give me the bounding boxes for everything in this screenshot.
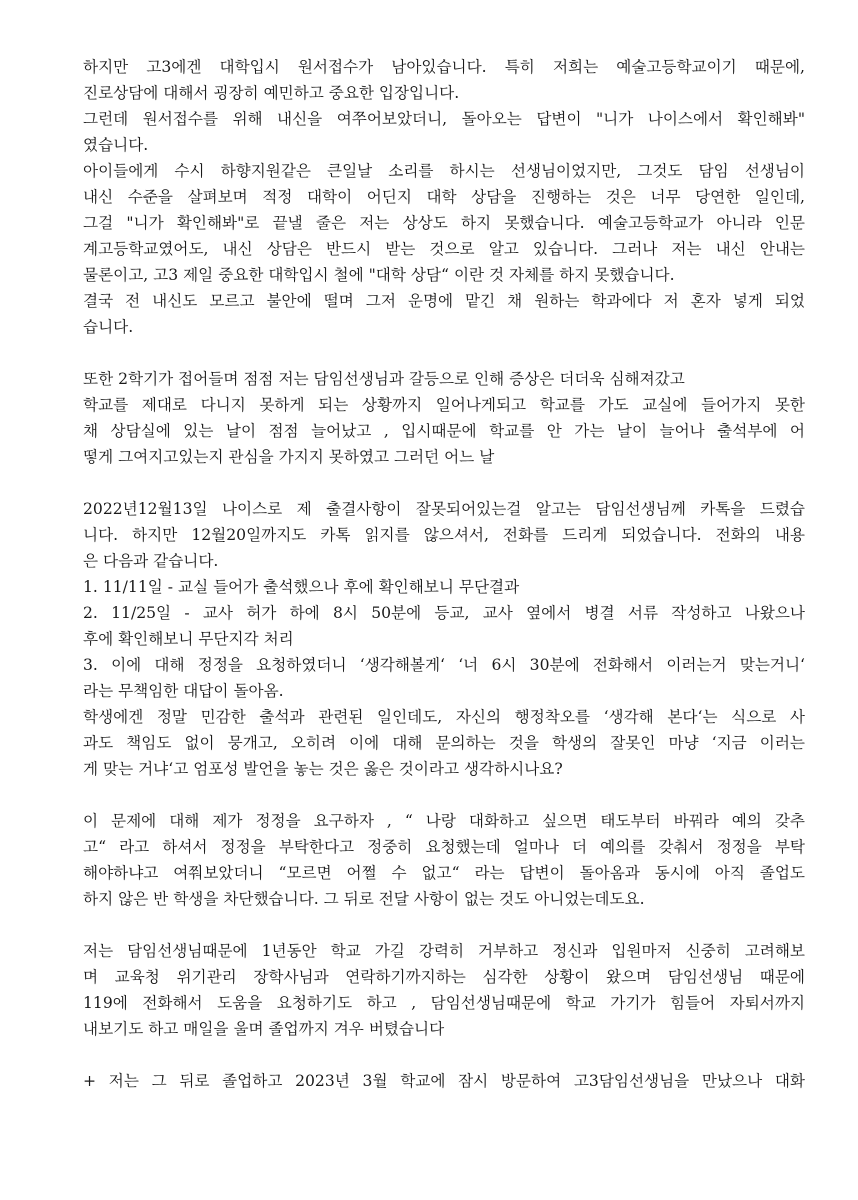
- text-line: 하지만 고3에겐 대학입시 원서접수가 남아있습니다. 특히 저희는 예술고등학교이기 때문에,: [83, 58, 805, 76]
- text-line: 해야하냐고 여쭤보았더니 “모르면 어쩔 수 없고“ 라는 답변이 돌아옴과 동시에 아직 졸업도: [83, 864, 805, 882]
- paragraph-gap: [83, 1042, 805, 1068]
- text-line: 2022년12월13일 나이스로 제 출결사항이 잘못되어있는걸 알고는 담임선생님께 카톡을 드렸습: [83, 500, 805, 518]
- text-line: 떻게 그여지고있는지 관심을 가지지 못하였고 그러던 어느 날: [83, 448, 495, 466]
- text-line: 며 교육청 위기관리 장학사님과 연락하기까지하는 심각한 상황이 왔으며 담임선생님 때문에: [83, 968, 805, 986]
- text-line: 119에 전화해서 도움을 요청하기도 하고 , 담임선생님때문에 학교 가기가 힘들어 자퇴서까지: [83, 994, 805, 1012]
- paragraph-p10: [83, 704, 805, 782]
- text-line: 습니다.: [83, 318, 134, 336]
- document-page: [83, 54, 805, 1094]
- text-line: 내신 수준을 살펴보며 적정 대학이 어딘지 대학 상담을 진행하는 것은 너무 당연한 일인데,: [83, 188, 805, 206]
- text-line: 내보기도 하고 매일을 울며 졸업까지 겨우 버텼습니다: [83, 1020, 445, 1038]
- paragraph-gap: [83, 470, 805, 496]
- text-line: 3. 이에 대해 정정을 요청하였더니 ‘생각해볼게‘ ‘너 6시 30분에 전화해서 이러는거 맞는거니‘: [83, 656, 805, 674]
- text-line: + 저는 그 뒤로 졸업하고 2023년 3월 학교에 잠시 방문하여 고3담임선생님을 만났으나 대화: [83, 1072, 805, 1090]
- text-line: 학생에겐 정말 민감한 출석과 관련된 일인데도, 자신의 행정착오를 ‘생각해 본다‘는 식으로 사: [83, 708, 805, 726]
- text-line: 게 맞는 거냐‘고 엄포성 발언을 놓는 것은 옳은 것이라고 생각하시나요?: [83, 760, 563, 778]
- paragraph-gap: [83, 782, 805, 808]
- text-line: 그걸 "니가 확인해봐"로 끝낼 줄은 저는 상상도 하지 못했습니다. 예술고등학교가 아니라 인문: [83, 214, 805, 232]
- text-line: 학교를 제대로 다니지 못하게 되는 상황까지 일어나게되고 학교를 가도 교실에 들어가지 못한: [83, 396, 805, 414]
- text-line: 였습니다.: [83, 136, 149, 154]
- text-line: 은 다음과 같습니다.: [83, 552, 219, 570]
- paragraph-p11: [83, 808, 805, 912]
- paragraph-p9: [83, 652, 805, 704]
- paragraph-gap: [83, 912, 805, 938]
- text-line: 2. 11/25일 - 교사 허가 하에 8시 50분에 등교, 교사 옆에서 병결 서류 작성하고 나왔으나: [83, 604, 805, 622]
- paragraph-p4: [83, 288, 805, 340]
- paragraph-gap: [83, 340, 805, 366]
- paragraph-p5: [83, 366, 805, 470]
- text-line: 아이들에게 수시 하향지원같은 큰일날 소리를 하시는 선생님이었지만, 그것도 담임 선생님이: [83, 162, 805, 180]
- text-line: 후에 확인해보니 무단지각 처리: [83, 630, 294, 648]
- paragraph-p8: [83, 600, 805, 652]
- text-line: 결국 전 내신도 모르고 불안에 떨며 그저 운명에 맡긴 채 원하는 학과에다 저 혼자 넣게 되었: [83, 292, 805, 310]
- text-line: 진로상담에 대해서 굉장히 예민하고 중요한 입장입니다.: [83, 84, 460, 102]
- text-line: 계고등학교였어도, 내신 상담은 반드시 받는 것으로 알고 있습니다. 그러나 저는 내신 안내는: [83, 240, 805, 258]
- paragraph-p2: [83, 106, 805, 158]
- text-line: 저는 담임선생님때문에 1년동안 학교 가길 강력히 거부하고 정신과 입원마저 신중히 고려해보: [83, 942, 805, 960]
- paragraph-p1: [83, 54, 805, 106]
- paragraph-p13: [83, 1068, 805, 1094]
- text-line: 채 상담실에 있는 날이 점점 늘어났고 , 입시때문에 학교를 안 가는 날이 늘어나 출석부에 어: [83, 422, 805, 440]
- paragraph-p7: [83, 574, 805, 600]
- text-line: 이 문제에 대해 제가 정정을 요구하자 , “ 나랑 대화하고 싶으면 태도부터 바꿔라 예의 갖추: [83, 812, 805, 830]
- text-line: 고“ 라고 하셔서 정정을 부탁한다고 정중히 요청했는데 얼마나 더 예의를 갖춰서 정정을 부탁: [83, 838, 805, 856]
- text-line: 또한 2학기가 접어들며 점점 저는 담임선생님과 갈등으로 인해 증상은 더더욱 심해져갔고: [83, 370, 685, 388]
- text-line: 그런데 원서접수를 위해 내신을 여쭈어보았더니, 돌아오는 답변이 "니가 나이스에서 확인해봐": [83, 110, 805, 128]
- text-line: 니다. 하지만 12월20일까지도 카톡 읽지를 않으셔서, 전화를 드리게 되었습니다. 전화의 내용: [83, 526, 805, 544]
- text-line: 과도 책임도 없이 뭉개고, 오히려 이에 대해 문의하는 것을 학생의 잘못인 마냥 ‘지금 이러는: [83, 734, 805, 752]
- text-line: 물론이고, 고3 제일 중요한 대학입시 철에 "대학 상담“ 이란 것 자체를 하지 못했습니다.: [83, 266, 675, 284]
- text-line: 하지 않은 반 학생을 차단했습니다. 그 뒤로 전달 사항이 없는 것도 아니었는데도요.: [83, 890, 645, 908]
- text-line: 라는 무책임한 대답이 돌아옴.: [83, 682, 284, 700]
- paragraph-p3: [83, 158, 805, 288]
- paragraph-p12: [83, 938, 805, 1042]
- paragraph-p6: [83, 496, 805, 574]
- text-line: 1. 11/11일 - 교실 들어가 출석했으나 후에 확인해보니 무단결과: [83, 578, 520, 596]
